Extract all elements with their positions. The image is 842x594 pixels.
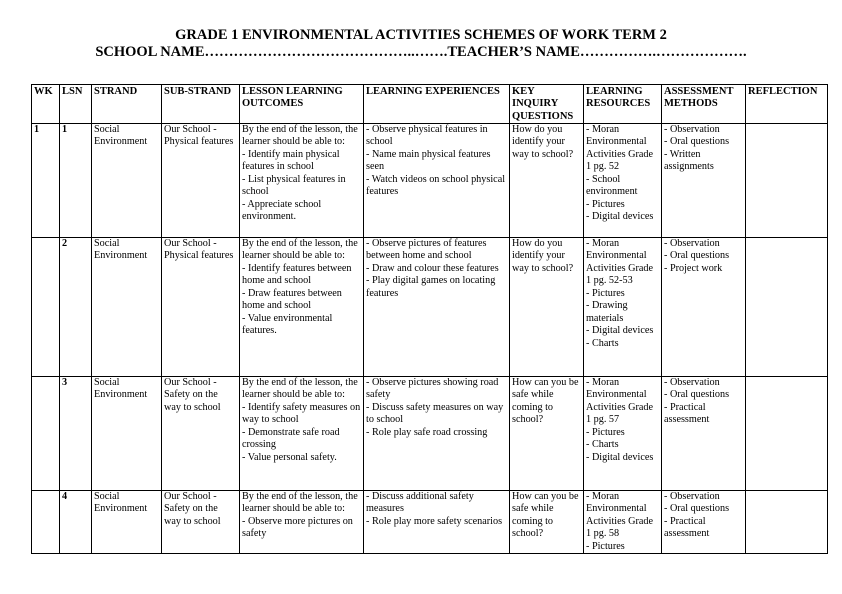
outcome-line: - Appreciate school environment.	[242, 198, 322, 223]
outcome-line: By the end of the lesson, the learner should be able to:	[242, 123, 358, 148]
resource-line: - Moran Environmental Activities Grade 1 pg. 58	[586, 490, 654, 540]
cell-resources	[584, 376, 662, 490]
assessment-line: - Observation	[664, 376, 720, 388]
cell-questions: How can you be safe while coming to school?	[510, 490, 584, 554]
experience-line: - Observe pictures showing road safety	[366, 376, 499, 401]
cell-lsn: 2	[60, 237, 92, 376]
assessment-line: - Oral questions	[664, 250, 730, 262]
cell-lsn: 4	[60, 490, 92, 554]
cell-outcomes	[240, 376, 364, 490]
outcome-line: By the end of the lesson, the learner should be able to:	[242, 376, 358, 401]
resource-line: - Moran Environmental Activities Grade 1 pg. 52-53	[586, 237, 654, 287]
col-header-questions: KEY INQUIRY QUESTIONS	[510, 85, 584, 124]
cell-sub-strand: Our School - Safety on the way to school	[162, 376, 240, 490]
resource-line: - Pictures	[586, 540, 625, 552]
cell-wk	[32, 237, 60, 376]
cell-experiences	[364, 237, 510, 376]
cell-sub-strand: Our School - Physical features	[162, 237, 240, 376]
experience-line: - Role play safe road crossing	[366, 426, 488, 438]
cell-strand: Social Environment	[92, 123, 162, 237]
outcome-line: - List physical features in school	[242, 173, 346, 198]
col-header-reflection: REFLECTION	[746, 85, 828, 124]
experience-line: - Watch videos on school physical features	[366, 173, 506, 198]
outcome-line: - Observe more pictures on safety	[242, 515, 353, 540]
experience-line: - Role play more safety scenarios	[366, 515, 503, 527]
experience-line: - Observe pictures of features between home and school	[366, 237, 487, 262]
cell-questions: How can you be safe while coming to school?	[510, 376, 584, 490]
outcome-line: - Value environmental features.	[242, 312, 333, 337]
col-header-assessment: ASSESSMENT METHODS	[662, 85, 746, 124]
cell-assessment	[662, 490, 746, 554]
experience-line: - Draw and colour these features	[366, 262, 499, 274]
experience-line: - Observe physical features in school	[366, 123, 488, 148]
cell-experiences	[364, 376, 510, 490]
resource-line: - Moran Environmental Activities Grade 1 pg. 52	[586, 123, 654, 173]
col-header-strand: STRAND	[92, 85, 162, 124]
cell-sub-strand: Our School - Safety on the way to school	[162, 490, 240, 554]
resource-line: - Charts	[586, 337, 619, 349]
outcome-line: By the end of the lesson, the learner should be able to:	[242, 237, 358, 262]
col-header-experiences: LEARNING EXPERIENCES	[364, 85, 510, 124]
cell-experiences	[364, 490, 510, 554]
cell-lsn: 3	[60, 376, 92, 490]
resource-line: - Pictures	[586, 287, 625, 299]
cell-reflection	[746, 123, 828, 237]
outcome-line: - Identify safety measures on way to school	[242, 401, 361, 426]
resource-line: - Drawing materials	[586, 300, 628, 324]
assessment-line: - Observation	[664, 490, 720, 502]
experience-line: - Discuss additional safety measures	[366, 490, 474, 515]
assessment-line: - Observation	[664, 123, 720, 135]
resource-line: - Pictures	[586, 426, 625, 438]
document-title: GRADE 1 ENVIRONMENTAL ACTIVITIES SCHEMES OF WORK TERM 2	[175, 27, 667, 43]
col-header-wk: WK	[32, 85, 60, 124]
cell-experiences	[364, 123, 510, 237]
experience-line: - Discuss safety measures on way to school	[366, 401, 504, 426]
resource-line: - Moran Environmental Activities Grade 1 pg. 57	[586, 376, 654, 426]
outcome-line: - Demonstrate safe road crossing	[242, 426, 340, 451]
cell-reflection	[746, 490, 828, 554]
resource-line: - Digital devices	[586, 451, 654, 463]
col-header-lsn: LSN	[60, 85, 92, 124]
cell-outcomes	[240, 490, 364, 554]
table-row	[32, 490, 828, 554]
schemes-table	[31, 84, 828, 554]
outcome-line: By the end of the lesson, the learner should be able to:	[242, 490, 358, 515]
assessment-line: - Project work	[664, 262, 723, 274]
experience-line: - Play digital games on locating features	[366, 275, 496, 299]
cell-questions: How do you identify your way to school?	[510, 123, 584, 237]
cell-resources	[584, 490, 662, 554]
outcome-line: - Identify main physical features in school	[242, 148, 340, 173]
cell-reflection	[746, 237, 828, 376]
school-teacher-line: SCHOOL NAME……………………………………..…….TEACHER’S NAME…………….……………….	[95, 44, 747, 60]
cell-lsn: 1	[60, 123, 92, 237]
col-header-resources: LEARNING RESOURCES	[584, 85, 662, 124]
resource-line: - Digital devices	[586, 325, 654, 337]
cell-sub-strand: Our School - Physical features	[162, 123, 240, 237]
assessment-line: - Observation	[664, 237, 720, 249]
resource-line: - School environment	[586, 173, 638, 198]
cell-outcomes	[240, 123, 364, 237]
col-header-outcomes: LESSON LEARNING OUTCOMES	[240, 85, 364, 124]
cell-resources	[584, 237, 662, 376]
col-header-sub-strand: SUB-STRAND	[162, 85, 240, 124]
table-row	[32, 237, 828, 376]
cell-strand: Social Environment	[92, 490, 162, 554]
assessment-line: - Oral questions	[664, 389, 730, 401]
resource-line: - Digital devices	[586, 211, 654, 223]
resource-line: - Pictures	[586, 198, 625, 210]
cell-questions: How do you identify your way to school?	[510, 237, 584, 376]
cell-assessment	[662, 237, 746, 376]
experience-line: - Name main physical features seen	[366, 148, 491, 173]
cell-wk: 1	[32, 123, 60, 237]
table-row	[32, 123, 828, 237]
resource-line: - Charts	[586, 439, 619, 451]
assessment-line: - Practical assessment	[664, 515, 710, 540]
assessment-line: - Practical assessment	[664, 401, 710, 426]
outcome-line: - Identify features between home and school	[242, 262, 352, 287]
outcome-line: - Draw features between home and school	[242, 287, 342, 312]
cell-outcomes	[240, 237, 364, 376]
cell-assessment	[662, 123, 746, 237]
cell-reflection	[746, 376, 828, 490]
cell-strand: Social Environment	[92, 237, 162, 376]
table-row	[32, 376, 828, 490]
assessment-line: - Oral questions	[664, 503, 730, 515]
table-header-row	[32, 85, 828, 124]
cell-assessment	[662, 376, 746, 490]
cell-resources	[584, 123, 662, 237]
assessment-line: - Oral questions	[664, 136, 730, 148]
cell-wk	[32, 376, 60, 490]
cell-strand: Social Environment	[92, 376, 162, 490]
cell-wk	[32, 490, 60, 554]
assessment-line: - Written assignments	[664, 148, 714, 173]
outcome-line: - Value personal safety.	[242, 451, 337, 463]
